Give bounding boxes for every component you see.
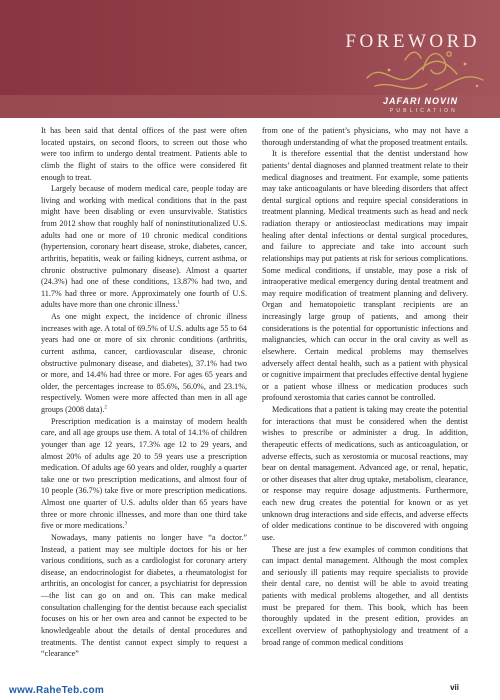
publisher-logo-tagline: PUBLICATION bbox=[389, 108, 458, 114]
section-title: FOREWORD bbox=[345, 31, 480, 52]
paragraph: These are just a few examples of common conditions that can impact dental management. Although the most complex and seriously ill patients may require specialists to provide their dental care, no dentist will be able to avoid treating patients with medical problems altogether, and all dentists must be prepared for them. This book, which has been thoroughly updated in the present edition, provides an excellent overview of pathophysiology and treatment of a broad range of common medical conditions bbox=[262, 544, 468, 647]
publisher-logo-name: JAFARI NOVIN bbox=[382, 96, 458, 106]
paragraph: from one of the patient’s physicians, who may not have a thorough understanding of what the proposed treatment entails. bbox=[262, 126, 468, 147]
header-band bbox=[0, 0, 500, 118]
reference-marker: 3 bbox=[124, 521, 127, 527]
paragraph: Largely because of modern medical care, people today are living and working with medical conditions that in the past might have been disabling or even unsurvivable. Statistics from 2012 show that roughly half of noninstitutionalized U.S. adults had one or more of 10 chronic medical conditions (hypertension, coronary heart disease, stroke, diabetes, cancer, arthritis, hepatitis, weak or failing kidneys, current asthma, or chronic obstructive pulmonary disease). Almost a quarter (24.3%) had one of these conditions, 13.87% had two, and 11.7% had three or more. Approximately one fourth of U.S. adults have more than one chronic illness.$^1$ bbox=[41, 184, 247, 310]
page-number: vii bbox=[450, 683, 459, 692]
left-text-column bbox=[41, 125, 247, 660]
right-text-column bbox=[262, 125, 468, 648]
paragraph: It has been said that dental offices of the past were often located upstairs, on second floors, to screen out those who were too infirm to undergo dental treatment. Patients able to climb the flight of stairs to the office were considered fit enough to treat. bbox=[41, 126, 247, 182]
paragraph: Medications that a patient is taking may create the potential for interactions that must be considered when the dentist wishes to prescribe or administer a drug. In addition, therapeutic effects of medications, such as anticoagulation, or adverse effects, such as xerostomia or mucosal reactions, may bear on dental management. Advanced age, or renal, hepatic, or other diseases that alter drug uptake, metabolism, clearance, or response may require dosage adjustments. Furthermore, each new drug creates the potential for known or as yet unknown drug interactions and side effects, and adverse effects of older medications continue to be discovered with ongoing use. bbox=[262, 405, 468, 542]
paragraph: Prescription medication is a mainstay of modern health care, and all age groups use them. A total of 14.1% of children younger than age 12 years, 17.3% age 12 to 29 years, and almost 20% of adults age 20 to 59 years use a prescription medication. Of adults age 60 years and older, roughly a quarter take one or two prescription medications, and almost four of 10 people (36.7%) take five or more prescription medications. Almost one quarter of U.S. adults older than 65 years have three or more chronic illnesses, and more than one third take five or more medications.$^3$ bbox=[41, 416, 247, 531]
paragraph: Nowadays, many patients no longer have “a doctor.” Instead, a patient may see multiple doctors for his or her various conditions, such as a cardiologist for coronary artery disease, an endocrinologist for diabetes, a rheumatologist for arthritis, an oncologist for cancer, a psychiatrist for depression—the list can go on and on. This can make medical consultation challenging for the dentist because each specialist focuses on his or her own area and cannot be expected to be knowledgeable about the details of dental procedures and treatments. The dentist cannot expect simply to request a “clearance” bbox=[41, 532, 247, 659]
paragraph: It is therefore essential that the dentist understand how patients’ dental diagnoses and planned treatment relate to their medical diagnoses and treatment. For example, some patients may take anticoagulants or have bleeding disorders that affect dental surgical options and require special considerations in treatment planning. Medical treatments such as head and neck radiation therapy or antiosteoclast medications may impair healing after dental infections or dental surgical procedures, and failure to appreciate and take into account such relationships may put patients at risk for serious complications. Some medical conditions, if unstable, may pose a risk of intraoperative medical emergency during dental treatment and may require modification of treatment planning and delivery. Organ and hematopoietic transplant recipients are an increasingly large group of patients, and among their considerations is the potential for opportunistic infections and malignancies, which can occur in the oral cavity as well as elsewhere. Certain medical problems may themselves adversely affect dental health, such as a patient with physical or cognitive impairment that precludes effective dental hygiene or a patient whose illness or medication produces such profound xerostomia that caries cannot be controlled. bbox=[262, 149, 468, 403]
website-watermark[interactable]: www.RaheTeb.com bbox=[9, 685, 105, 696]
reference-marker: 1 bbox=[177, 300, 181, 306]
reference-marker: 2 bbox=[104, 405, 107, 411]
paragraph: As one might expect, the incidence of chronic illness increases with age. A total of 69.5% of U.S. adults age 55 to 64 years had one or more of six chronic conditions (arthritis, current asthma, cancer, cardiovascular disease, chronic obstructive pulmonary disease, and diabetes), 37.1% had two or more, and 14.4% had three or more. For ages 65 years and older, the percentages increase to 85.6%, 56.0%, and 23.1%, respectively. Women were more affected than men in all age groups (2008 data).$^2$ bbox=[41, 312, 247, 414]
